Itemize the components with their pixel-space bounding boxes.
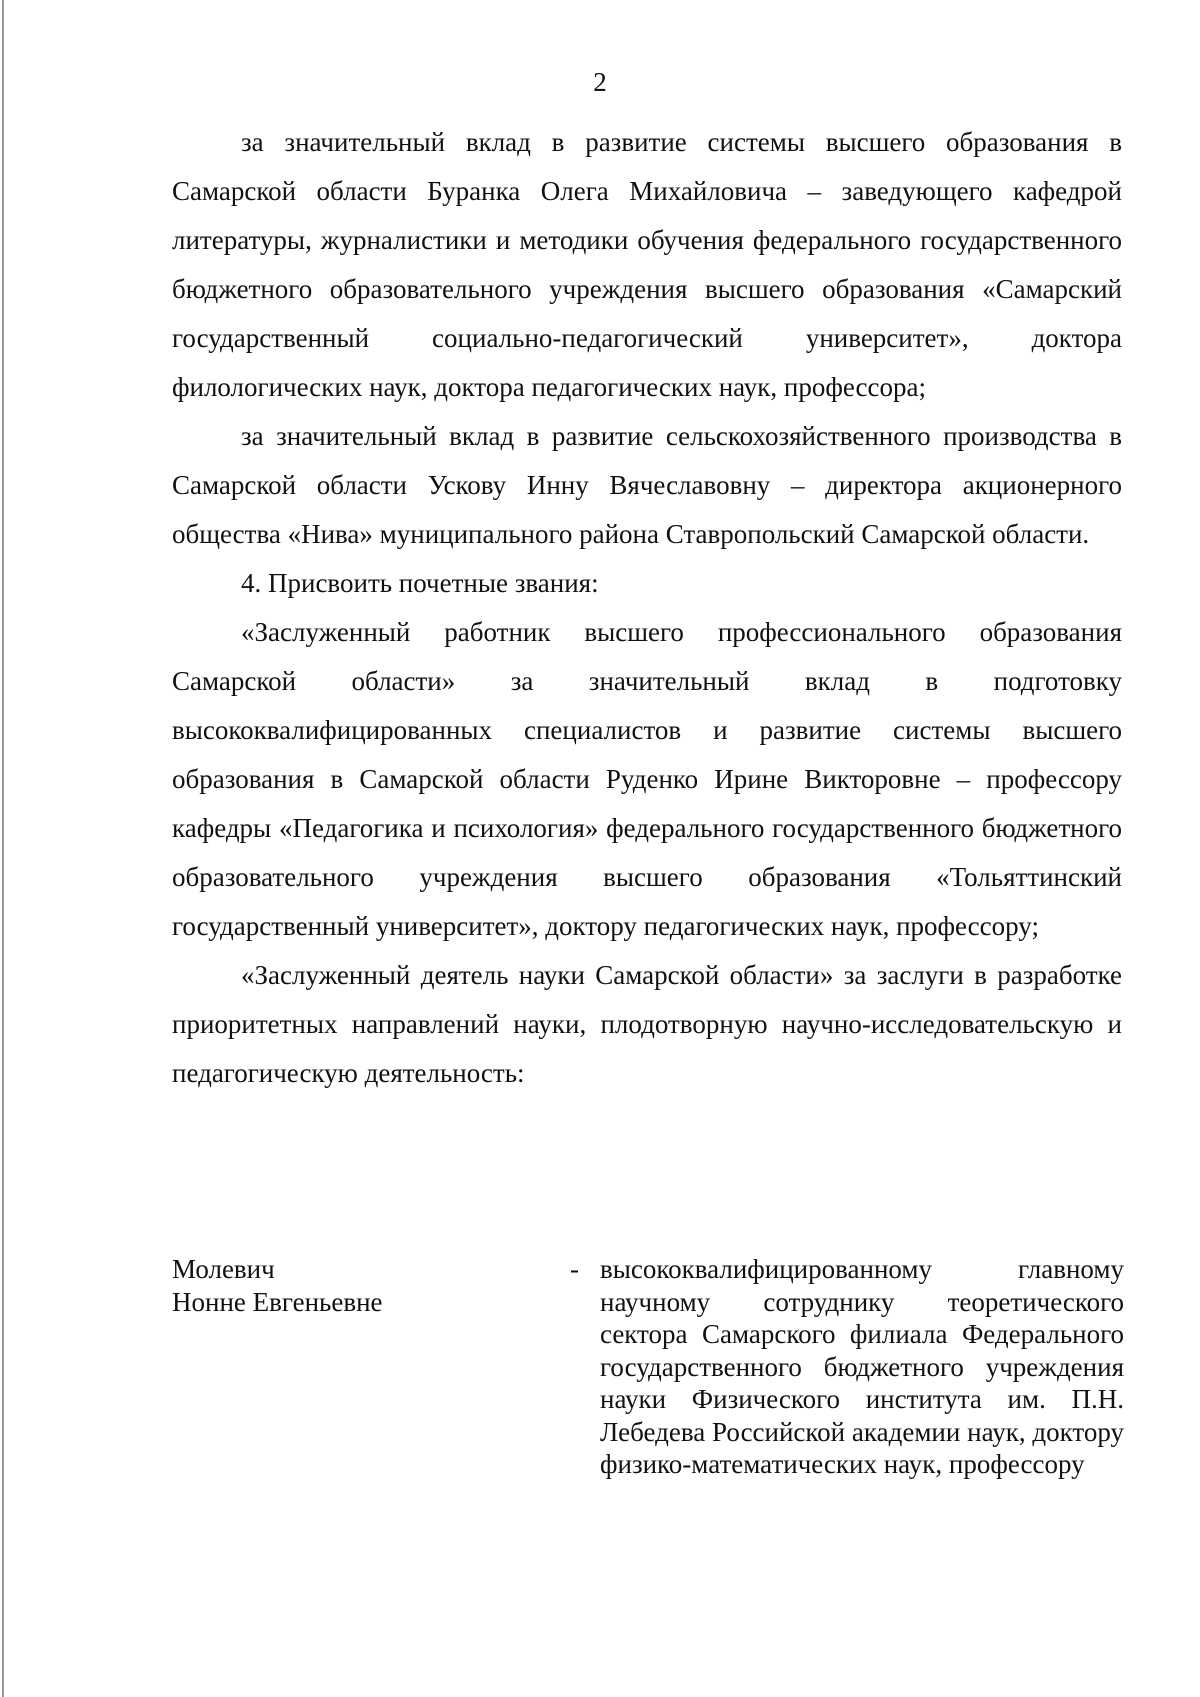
separator-dash: - (570, 1254, 579, 1284)
page-number: 2 (593, 67, 607, 97)
person-surname: Молевич (172, 1254, 275, 1284)
paragraph-rudenko-title: «Заслуженный работник высшего профессионального образования Самарской области» за значительный вклад в подготовку высококвалифицированных специалистов и развитие системы высшего образования в Самарской области Руденко Ирине Викторовне – профессору кафедры «Педагогика и психология» федерального государственного бюджетного образовательного учреждения высшего образования «Тольяттинский государственный университет», доктору педагогических наук, профессору; (172, 617, 1122, 941)
award-row (172, 1253, 1124, 1533)
paragraph-honorary-titles-heading: 4. Присвоить почетные звания: (241, 568, 599, 598)
scan-edge-line (2, 0, 4, 1697)
person-name (172, 1253, 552, 1318)
person-given-names: Нонне Евгеньевне (172, 1286, 383, 1317)
paragraph-science-title: «Заслуженный деятель науки Самарской области» за заслуги в разработке приоритетных направлений науки, плодотворную научно-исследовательскую и педагогическую деятельность: (172, 960, 1122, 1088)
paragraph-uskova-award: за значительный вклад в развитие сельскохозяйственного производства в Самарской области Ускову Инну Вячеславовну – директора акционерного общества «Нива» муниципального района Ставропольский Самарской области. (172, 421, 1122, 549)
paragraph-buranok-award: за значительный вклад в развитие системы высшего образования в Самарской области Буранка Олега Михайловича – заведующего кафедрой литературы, журналистики и методики обучения федерального государственного бюджетного образовательного учреждения высшего образования «Самарский государственный социально-педагогический университет», доктора филологических наук, доктора педагогических наук, профессора; (172, 127, 1122, 402)
person-description: высококвалифицированному главному научному сотруднику теоретического сектора Самарского филиала Федерального государственного бюджетного учреждения науки Физического института им. П.Н. Лебедева Российской академии наук, доктору физико-математических наук, профессору (600, 1254, 1124, 1479)
award-table (172, 1253, 1124, 1533)
document-body (172, 118, 1122, 1098)
